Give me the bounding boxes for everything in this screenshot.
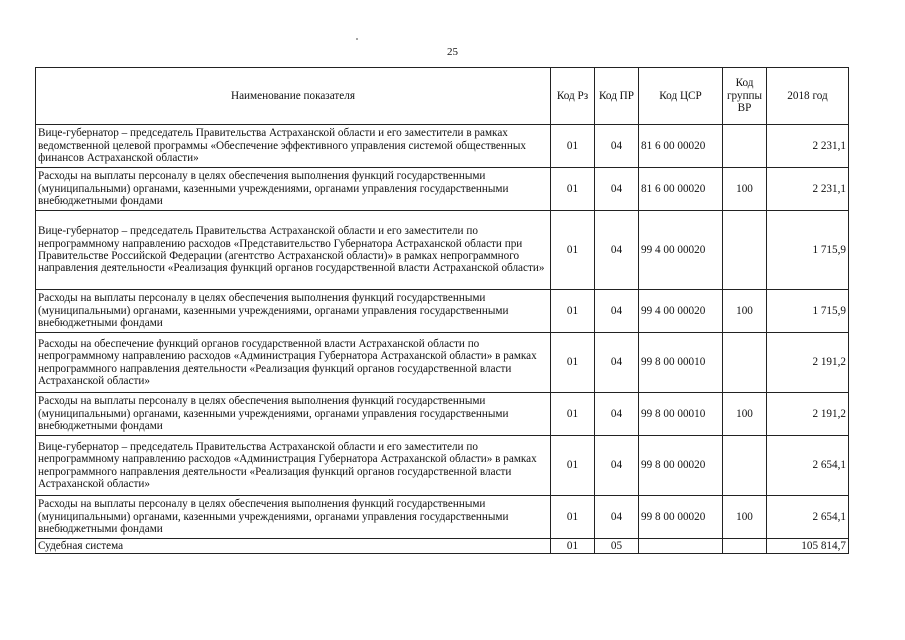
- row-pr: 04: [595, 125, 639, 168]
- row-pr: 04: [595, 333, 639, 393]
- row-csr: 81 6 00 00020: [639, 125, 723, 168]
- row-vr: 100: [723, 393, 767, 436]
- row-amount: 2 191,2: [767, 393, 849, 436]
- row-csr: [639, 539, 723, 554]
- table-row: [36, 290, 849, 333]
- row-amount: 2 191,2: [767, 333, 849, 393]
- row-rz: 01: [551, 496, 595, 539]
- row-rz: 01: [551, 125, 595, 168]
- row-amount: 1 715,9: [767, 290, 849, 333]
- row-name: Судебная система: [36, 539, 551, 554]
- header-name: Наименование показателя: [36, 68, 551, 125]
- table-row: [36, 539, 849, 554]
- page-number: 25: [447, 46, 458, 58]
- row-amount: 2 654,1: [767, 496, 849, 539]
- row-rz: 01: [551, 393, 595, 436]
- row-name: Вице-губернатор – председатель Правительства Астраханской области и его заместители по непрограммному направлению расходов «Представительство Губернатора Астраханской области при Правительстве Российской Федерации (агентство Астраханской области)» в рамках непрограммного направления деятельности «Реализация функций органов государственной власти Астраханской области»: [36, 211, 551, 290]
- row-csr: 99 4 00 00020: [639, 290, 723, 333]
- row-rz: 01: [551, 290, 595, 333]
- header-vr: Код группы ВР: [723, 68, 767, 125]
- row-pr: 04: [595, 168, 639, 211]
- row-name: Расходы на выплаты персоналу в целях обеспечения выполнения функций государственными (муниципальными) органами, казенными учреждениями, органами управления государственными внебюджетными фондами: [36, 496, 551, 539]
- row-rz: 01: [551, 539, 595, 554]
- row-csr: 99 8 00 00010: [639, 393, 723, 436]
- row-vr: [723, 211, 767, 290]
- header-pr: Код ПР: [595, 68, 639, 125]
- row-vr: [723, 539, 767, 554]
- scan-speck: [356, 38, 358, 40]
- row-csr: 99 4 00 00020: [639, 211, 723, 290]
- table-row: [36, 211, 849, 290]
- row-pr: 05: [595, 539, 639, 554]
- row-csr: 99 8 00 00020: [639, 436, 723, 496]
- row-csr: 99 8 00 00020: [639, 496, 723, 539]
- header-year: 2018 год: [767, 68, 849, 125]
- row-vr: 100: [723, 168, 767, 211]
- row-pr: 04: [595, 211, 639, 290]
- row-rz: 01: [551, 333, 595, 393]
- table-row: [36, 393, 849, 436]
- row-pr: 04: [595, 290, 639, 333]
- table-row: [36, 333, 849, 393]
- header-csr: Код ЦСР: [639, 68, 723, 125]
- row-amount: 2 654,1: [767, 436, 849, 496]
- row-name: Расходы на выплаты персоналу в целях обеспечения выполнения функций государственными (муниципальными) органами, казенными учреждениями, органами управления государственными внебюджетными фондами: [36, 393, 551, 436]
- row-amount: 1 715,9: [767, 211, 849, 290]
- row-amount: 2 231,1: [767, 168, 849, 211]
- row-csr: 99 8 00 00010: [639, 333, 723, 393]
- budget-table: [35, 67, 849, 554]
- row-vr: 100: [723, 290, 767, 333]
- row-csr: 81 6 00 00020: [639, 168, 723, 211]
- row-name: Расходы на обеспечение функций органов государственной власти Астраханской области по непрограммному направлению расходов «Администрация Губернатора Астраханской области» в рамках непрограммного направления деятельности «Реализация функций органов государственной власти Астраханской области»: [36, 333, 551, 393]
- table-row: [36, 168, 849, 211]
- row-rz: 01: [551, 436, 595, 496]
- table-row: [36, 436, 849, 496]
- row-amount: 2 231,1: [767, 125, 849, 168]
- row-name: Вице-губернатор – председатель Правительства Астраханской области и его заместители по непрограммному направлению расходов «Администрация Губернатора Астраханской области» в рамках непрограммного направления деятельности «Реализация функций органов государственной власти Астраханской области»: [36, 436, 551, 496]
- table-row: [36, 496, 849, 539]
- table-row: [36, 125, 849, 168]
- row-vr: [723, 436, 767, 496]
- row-name: Вице-губернатор – председатель Правительства Астраханской области и его заместители в рамках ведомственной целевой программы «Обеспечение эффективного управления системой общественных финансов Астраханской области»: [36, 125, 551, 168]
- table-header-row: [36, 68, 849, 125]
- row-vr: 100: [723, 496, 767, 539]
- row-pr: 04: [595, 393, 639, 436]
- row-rz: 01: [551, 211, 595, 290]
- row-rz: 01: [551, 168, 595, 211]
- header-rz: Код Рз: [551, 68, 595, 125]
- row-name: Расходы на выплаты персоналу в целях обеспечения выполнения функций государственными (муниципальными) органами, казенными учреждениями, органами управления государственными внебюджетными фондами: [36, 168, 551, 211]
- row-pr: 04: [595, 496, 639, 539]
- row-name: Расходы на выплаты персоналу в целях обеспечения выполнения функций государственными (муниципальными) органами, казенными учреждениями, органами управления государственными внебюджетными фондами: [36, 290, 551, 333]
- row-amount: 105 814,7: [767, 539, 849, 554]
- row-vr: [723, 125, 767, 168]
- row-pr: 04: [595, 436, 639, 496]
- row-vr: [723, 333, 767, 393]
